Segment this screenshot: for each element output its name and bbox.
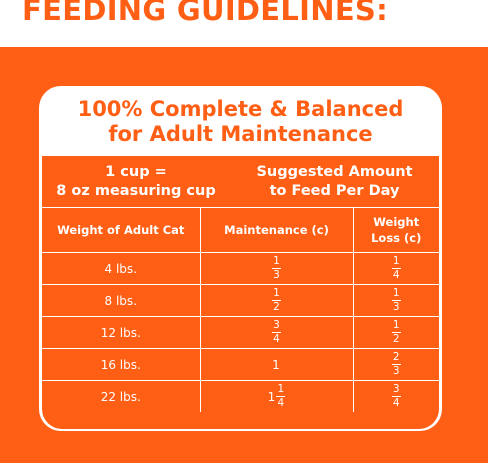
maint-denominator: 4 (273, 333, 280, 345)
maint-cell (200, 253, 353, 285)
maint-numerator: 1 (277, 383, 285, 395)
table-row (42, 381, 439, 413)
header-weight-loss-line2: Loss (c) (371, 231, 422, 245)
card-title (42, 90, 439, 150)
card-title-line2: for Adult Maintenance (108, 122, 373, 146)
loss-numerator: 1 (392, 255, 400, 267)
measure-row (42, 156, 439, 208)
table-body (42, 253, 439, 413)
loss-cell (353, 349, 439, 381)
header-weight-loss (353, 208, 439, 253)
maint-cell (200, 381, 353, 413)
cup-measure-line2: 8 oz measuring cup (56, 182, 216, 199)
loss-numerator: 2 (392, 351, 400, 363)
suggested-line1: Suggested Amount (256, 163, 413, 180)
header-weight-loss-line1: Weight (373, 215, 420, 229)
card-title-line1: 100% Complete & Balanced (77, 97, 404, 121)
table-row (42, 285, 439, 317)
weight-cell: 8 lbs. (42, 285, 200, 317)
suggested-line2: to Feed Per Day (269, 182, 400, 199)
loss-fraction (392, 320, 401, 345)
loss-fraction (392, 352, 401, 377)
loss-numerator: 3 (392, 383, 400, 395)
loss-cell (353, 253, 439, 285)
heading-band (0, 0, 488, 47)
loss-denominator: 3 (392, 365, 400, 377)
maint-cell (200, 285, 353, 317)
loss-fraction (392, 288, 401, 313)
loss-numerator: 1 (392, 287, 400, 299)
loss-denominator: 3 (392, 301, 400, 313)
weight-cell: 4 lbs. (42, 253, 200, 285)
cup-measure-cell (42, 156, 230, 207)
table-header-row (42, 208, 439, 253)
loss-cell (353, 381, 439, 413)
loss-cell (353, 285, 439, 317)
table-row (42, 317, 439, 349)
loss-cell (353, 317, 439, 349)
loss-numerator: 1 (392, 319, 400, 331)
page-title: FEEDING GUIDELINES: (22, 0, 389, 27)
maint-numerator: 1 (273, 255, 280, 267)
maint-denominator: 4 (277, 397, 285, 409)
table-row (42, 253, 439, 285)
maint-fraction (276, 384, 285, 409)
weight-cell: 12 lbs. (42, 317, 200, 349)
maint-denominator: 2 (273, 301, 280, 313)
header-maintenance: Maintenance (c) (200, 208, 353, 253)
maint-numerator: 1 (273, 287, 280, 299)
loss-denominator: 4 (392, 269, 400, 281)
maint-fraction (272, 256, 281, 281)
header-weight: Weight of Adult Cat (42, 208, 200, 253)
weight-cell: 22 lbs. (42, 381, 200, 413)
cup-measure-line1: 1 cup = (105, 163, 167, 180)
maint-whole: 1 (267, 389, 276, 404)
feeding-card (39, 86, 442, 431)
maint-fraction (272, 320, 281, 345)
feeding-table-panel (42, 156, 439, 429)
loss-fraction (392, 384, 401, 409)
maint-fraction (272, 288, 281, 313)
maint-numerator: 3 (273, 319, 280, 331)
weight-cell: 16 lbs. (42, 349, 200, 381)
maint-cell (200, 317, 353, 349)
maint-cell (200, 349, 353, 381)
suggested-amount-cell (230, 156, 439, 207)
loss-denominator: 4 (392, 397, 400, 409)
maint-whole: 1 (272, 357, 280, 372)
loss-fraction (392, 256, 401, 281)
maint-denominator: 3 (273, 269, 280, 281)
loss-denominator: 2 (392, 333, 400, 345)
feeding-table (42, 208, 439, 412)
table-row (42, 349, 439, 381)
